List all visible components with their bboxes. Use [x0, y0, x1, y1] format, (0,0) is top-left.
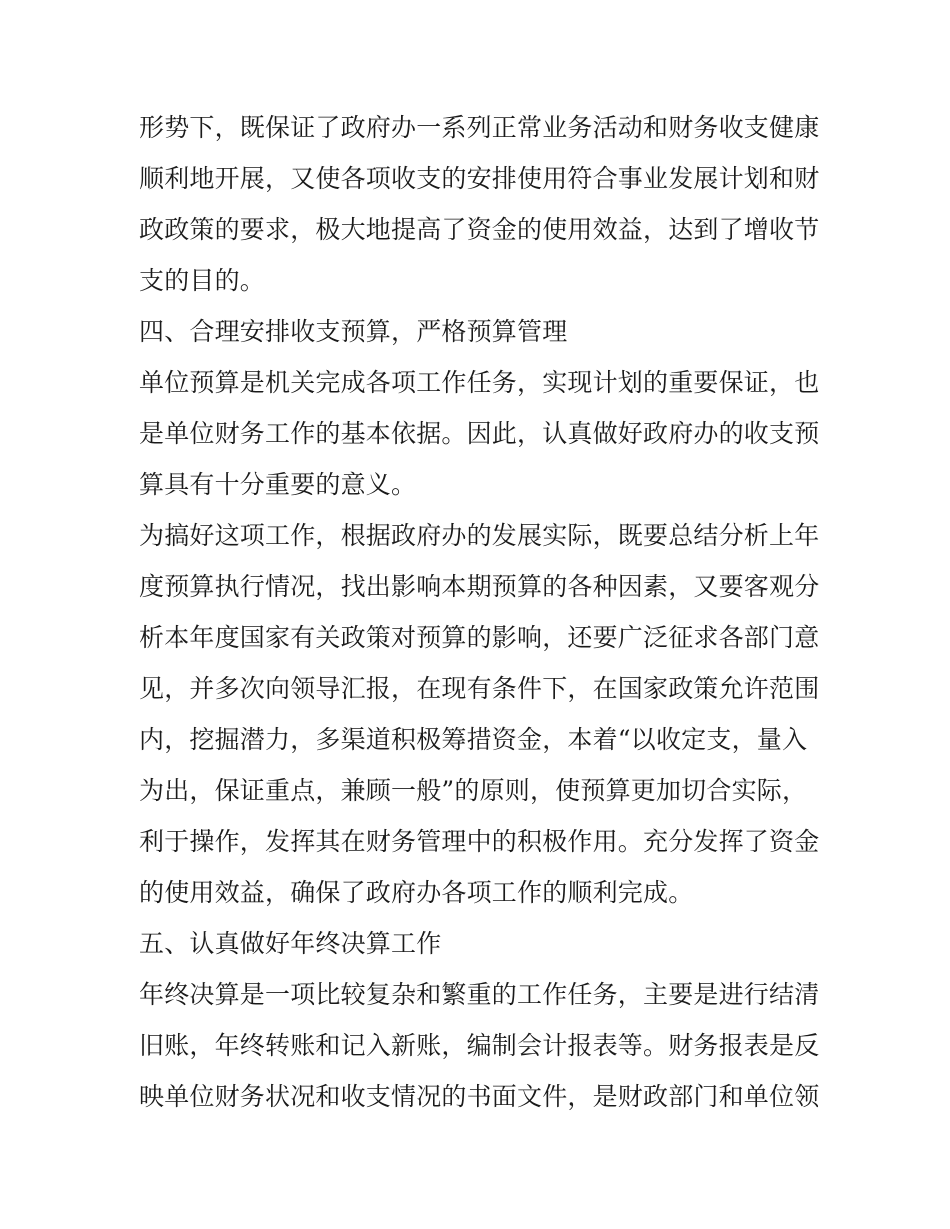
- text-line: 为出，保证重点，兼顾一般”的原则，使预算更加切合实际，: [139, 776, 808, 805]
- text-line: 支的目的。: [139, 266, 266, 295]
- text-line: 见，并多次向领导汇报，在现有条件下，在国家政策允许范围: [139, 674, 820, 703]
- text-line: 映单位财务状况和收支情况的书面文件，是财政部门和单位领: [139, 1082, 820, 1111]
- text-line: 是单位财务工作的基本依据。因此，认真做好政府办的收支预: [139, 419, 820, 448]
- text-line: 析本年度国家有关政策对预算的影响，还要广泛征求各部门意: [139, 623, 820, 652]
- text-line: 政政策的要求，极大地提高了资金的使用效益，达到了增收节: [139, 215, 820, 244]
- text-line: 度预算执行情况，找出影响本期预算的各种因素，又要客观分: [139, 572, 820, 601]
- text-line: 旧账，年终转账和记入新账，编制会计报表等。财务报表是反: [139, 1031, 820, 1060]
- text-line: 形势下，既保证了政府办一系列正常业务活动和财务收支健康: [139, 113, 820, 142]
- text-line: 的使用效益，确保了政府办各项工作的顺利完成。: [139, 878, 694, 907]
- text-line: 利于操作，发挥其在财务管理中的积极作用。充分发挥了资金: [139, 827, 820, 856]
- text-line: 顺利地开展，又使各项收支的安排使用符合事业发展计划和财: [139, 164, 820, 193]
- section-heading: 五、认真做好年终决算工作: [139, 929, 442, 958]
- text-line: 算具有十分重要的意义。: [139, 470, 417, 499]
- text-line: 年终决算是一项比较复杂和繁重的工作任务，主要是进行结清: [139, 980, 820, 1009]
- text-line: 为搞好这项工作，根据政府办的发展实际，既要总结分析上年: [139, 521, 820, 550]
- section-heading: 四、合理安排收支预算，严格预算管理: [139, 317, 568, 346]
- text-line: 单位预算是机关完成各项工作任务，实现计划的重要保证，也: [139, 368, 820, 397]
- text-line: 内，挖掘潜力，多渠道积极筹措资金，本着“以收定支，量入: [139, 725, 808, 754]
